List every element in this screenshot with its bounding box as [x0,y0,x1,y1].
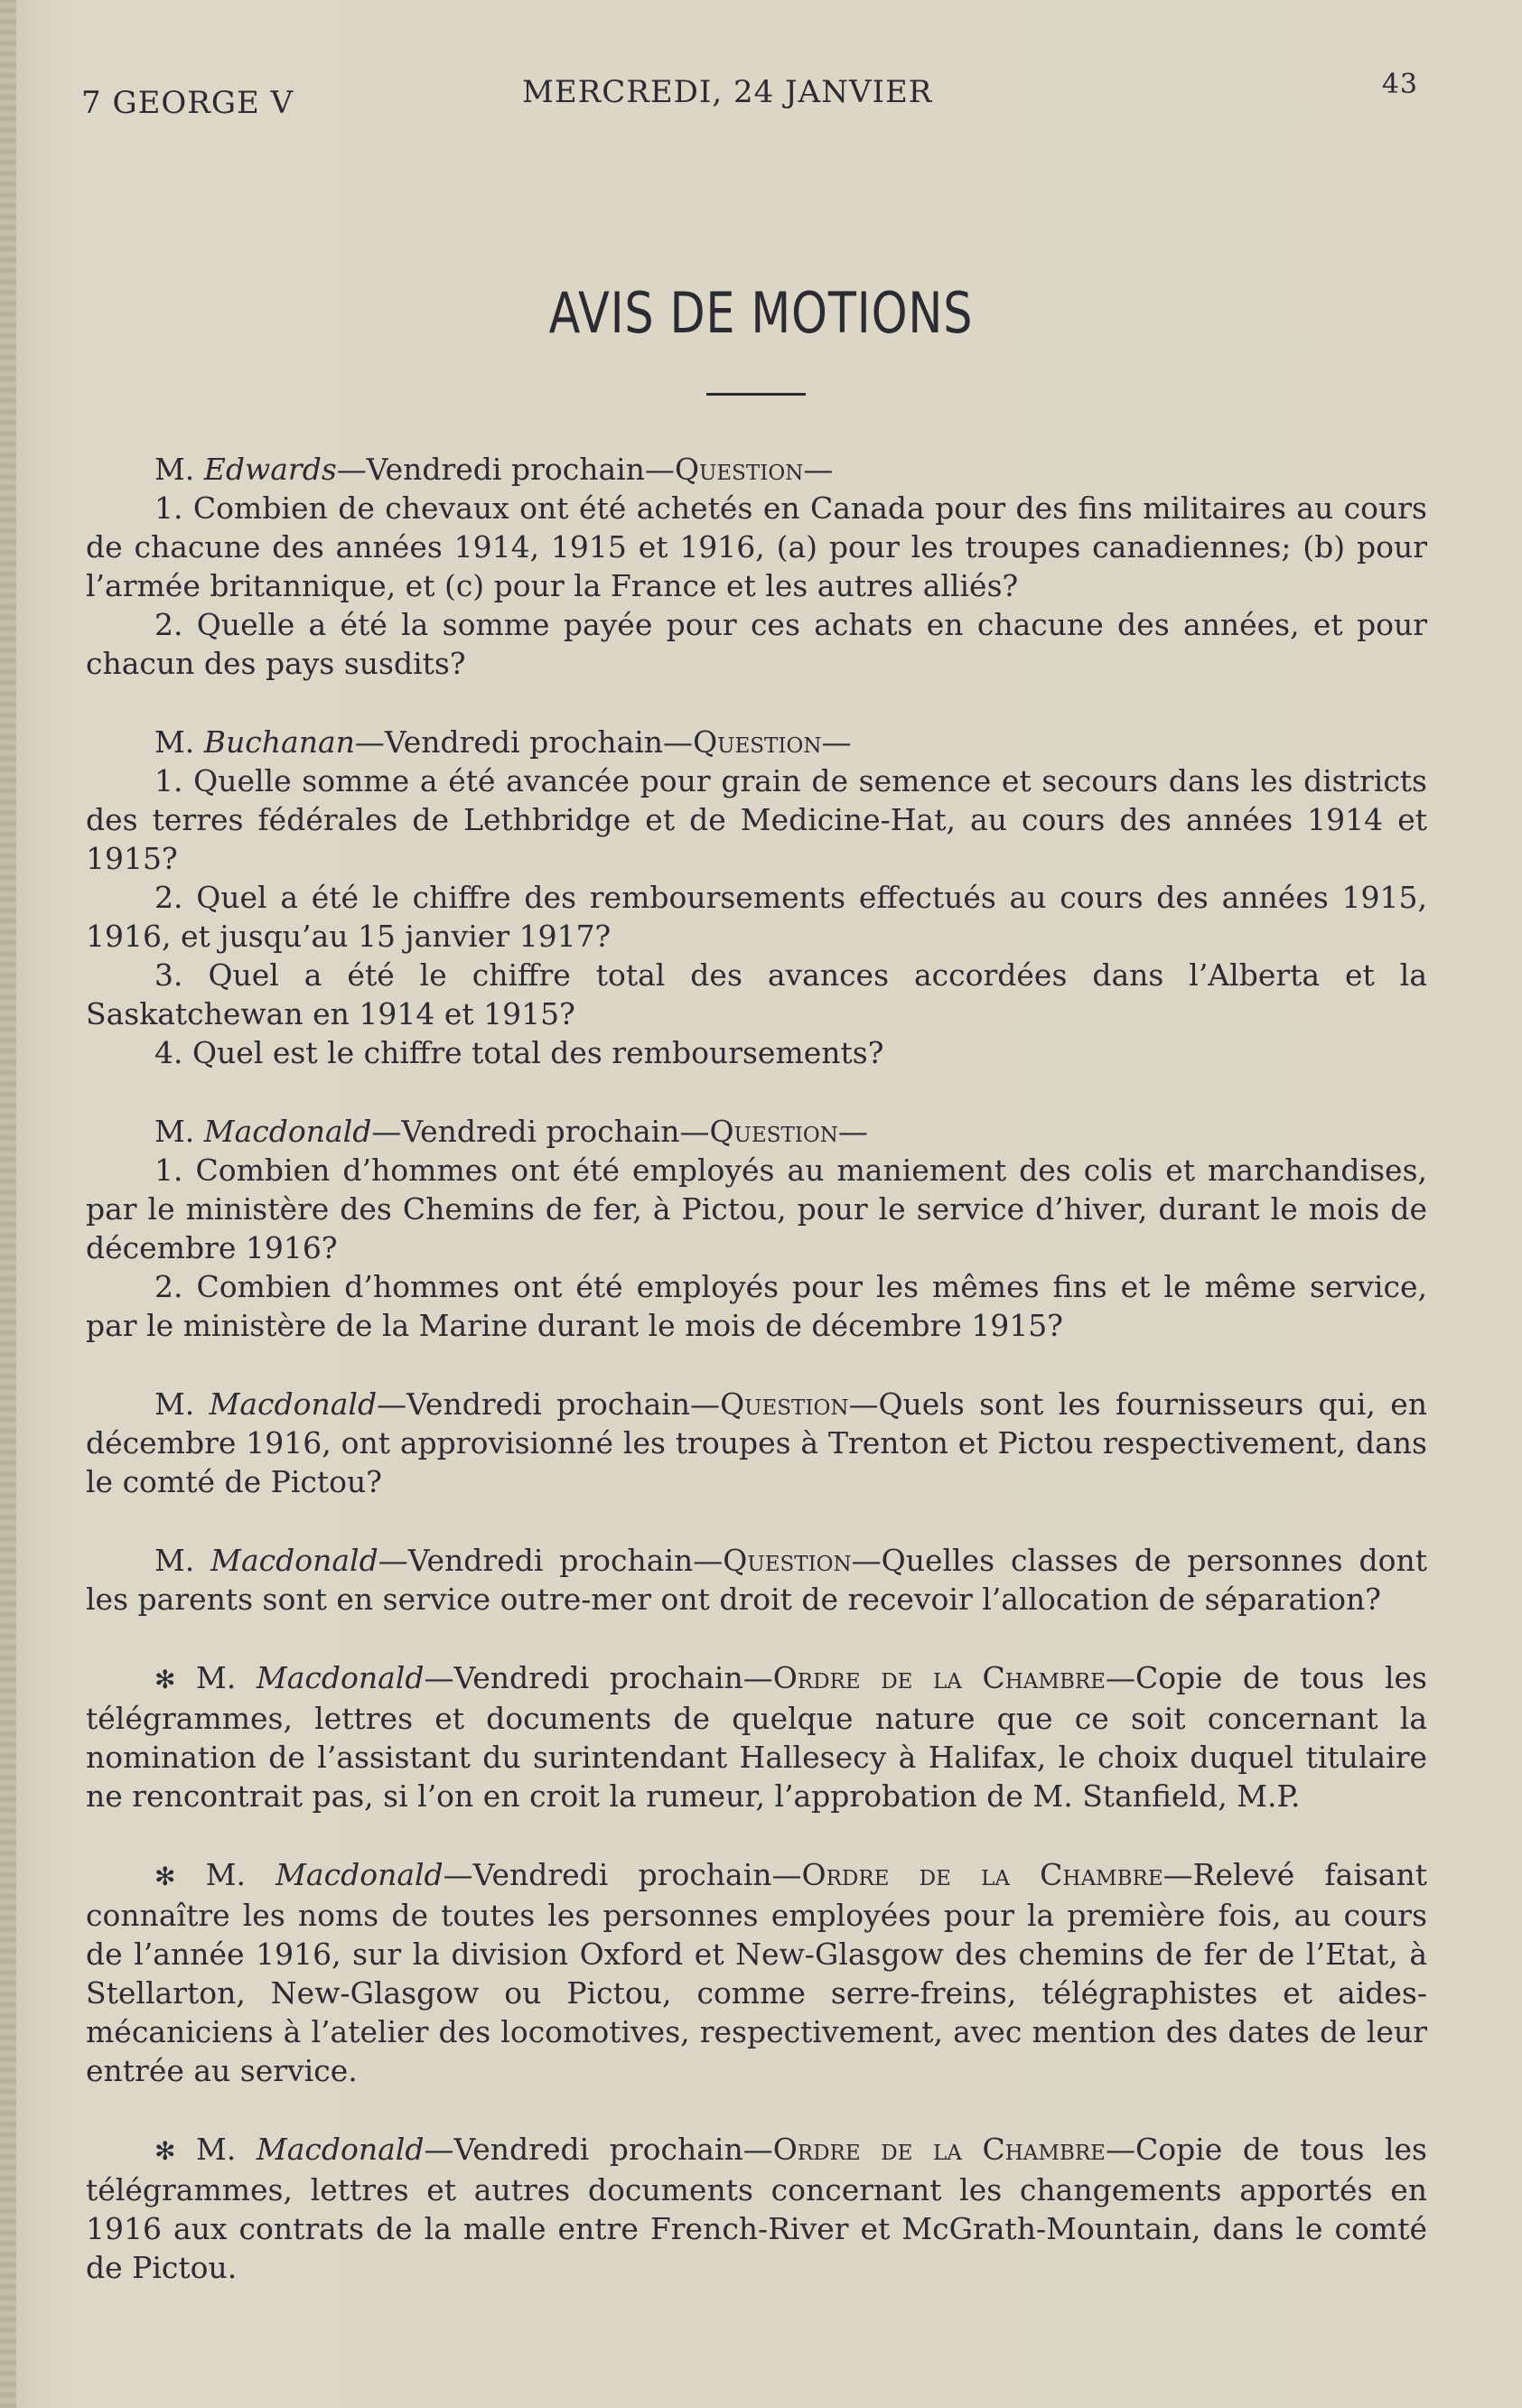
motion-6 [86,1658,1427,1815]
question-item: 2. Quel a été le chiffre des remboursements effectués au cours des années 1915, 1916, et jusqu’au 15 janvier 1917? [86,880,1427,954]
question-item: 3. Quel a été le chiffre total des avances accordées dans l’Alberta et la Saskatchewan en 1914 et 1915? [86,957,1427,1031]
motion-header [86,450,1427,489]
member-name: Edwards [203,452,337,487]
date-text: —Vendredi prochain— [336,452,675,487]
motion-header [86,723,1427,761]
prefix: M. [154,1543,211,1578]
prefix: M. [154,1386,210,1422]
asterisk-icon: ✻ [154,1665,176,1694]
prefix: M. [175,1660,257,1695]
question-item: 1. Quelle somme a été avancée pour grain de semence et secours dans les districts des terres fédérales de Lethbridge et de Medicine-Hat, au cours des années 1914 et 1915? [86,763,1427,876]
motion-kind: Question [720,1386,849,1422]
question-item: 2. Quelle a été la somme payée pour ces achats en chacune des années, et pour chacun des pays susdits? [86,607,1427,681]
date-text: —Vendredi prochain— [424,1660,773,1695]
motion-1 [86,450,1427,683]
motion-text: —Quelles classes de personnes dont les parents sont en service outre-mer ont droit de recevoir l’allocation de séparation? [86,1543,1427,1617]
motion-3 [86,1112,1427,1345]
prefix: M. [154,1114,204,1149]
motion-kind: Question [674,452,804,487]
question-item: 2. Combien d’hommes ont été employés pour les mêmes fins et le même service, par le ministère de la Marine durant le mois de décembre 1915? [86,1269,1427,1343]
member-name: Macdonald [210,1543,378,1578]
motion-text: —Copie de tous les télégrammes, lettres et autres documents concernant les changements apportés en 1916 aux contrats de la malle entre French-River et McGrath-Mountain, dans le comté de Pictou. [86,2132,1427,2285]
motion-header [86,1112,1427,1151]
motion-kind: Question [693,724,822,760]
prefix: M. [154,452,204,487]
motion-text: —Relevé faisant connaître les noms de toutes les personnes employées pour la première fois, au cours de l’année 1916, sur la division Oxford et New-Glasgow des chemins de fer de l’Etat, à Stellarton, New-Glasgow ou Pictou, comme serre-freins, télégraphistes et aides-mécaniciens à l’atelier des locomotives, respectivement, avec mention des dates de leur entrée au service. [86,1857,1427,2088]
motion-paragraph [86,1855,1427,2090]
question-item: 4. Quel est le chiffre total des remboursements? [154,1035,884,1070]
dash: — [803,452,834,487]
motion-kind: Ordre de la Chambre [801,1857,1163,1892]
dash: — [837,1114,868,1149]
motion-text: —Copie de tous les télégrammes, lettres et documents de quelque nature que ce soit concernant la nomination de l’assistant du surintendant Hallesecy à Halifax, le choix duquel titulaire ne rencontrait pas, si l’on en croit la rumeur, l’approbation de M. Stanfield, M.P. [86,1660,1427,1814]
member-name: Macdonald [256,1660,425,1695]
motion-paragraph [86,1541,1427,1619]
member-name: Macdonald [209,1386,378,1422]
date-text: —Vendredi prochain— [424,2132,773,2167]
date-text: —Vendredi prochain— [371,1114,710,1149]
prefix: M. [175,2132,257,2167]
motion-7 [86,1855,1427,2090]
binding-edge [0,0,16,2408]
motion-paragraph [86,1658,1427,1815]
motion-paragraph [86,1385,1427,1501]
motion-4 [86,1385,1427,1501]
page-title: AVIS DE MOTIONS [548,280,974,346]
question-item: 1. Combien d’hommes ont été employés au maniement des colis et marchandises, par le ministère des Chemins de fer, à Pictou, pour le service d’hiver, durant le mois de décembre 1916? [86,1153,1427,1265]
member-name: Macdonald [256,2132,425,2167]
member-name: Buchanan [203,724,355,760]
motion-8 [86,2130,1427,2287]
member-name: Macdonald [275,1857,444,1892]
motions-body [86,450,1427,2327]
title-rule [706,393,806,396]
member-name: Macdonald [203,1114,372,1149]
prefix: M. [175,1857,276,1892]
question-item: 1. Combien de chevaux ont été achetés en Canada pour des fins militaires au cours de chacune des années 1914, 1915 et 1916, (a) pour les troupes canadiennes; (b) pour l’armée britannique, et (c) pour la France et les autres alliés? [86,490,1427,603]
running-header [81,69,1418,128]
date-text: —Vendredi prochain— [354,724,694,760]
page-number: 43 [1381,69,1418,100]
dash: — [821,724,852,760]
date-text: —Vendredi prochain— [377,1386,721,1422]
motion-5 [86,1541,1427,1619]
header-left: 7 GEORGE V [81,85,294,121]
header-date: MERCREDI, 24 JANVIER [522,74,933,110]
motion-kind: Question [723,1543,852,1578]
motion-text: —Quels sont les fournisseurs qui, en décembre 1916, ont approvisionné les troupes à Trenton et Pictou respectivement, dans le comté de Pictou? [86,1386,1427,1499]
motion-paragraph [86,2130,1427,2287]
date-text: —Vendredi prochain— [443,1857,802,1892]
motion-kind: Question [709,1114,838,1149]
motion-2 [86,723,1427,1072]
asterisk-icon: ✻ [154,2136,176,2166]
date-text: —Vendredi prochain— [378,1543,724,1578]
motion-kind: Ordre de la Chambre [772,2132,1106,2167]
asterisk-icon: ✻ [154,1862,176,1891]
prefix: M. [154,724,204,760]
motion-kind: Ordre de la Chambre [772,1660,1106,1695]
